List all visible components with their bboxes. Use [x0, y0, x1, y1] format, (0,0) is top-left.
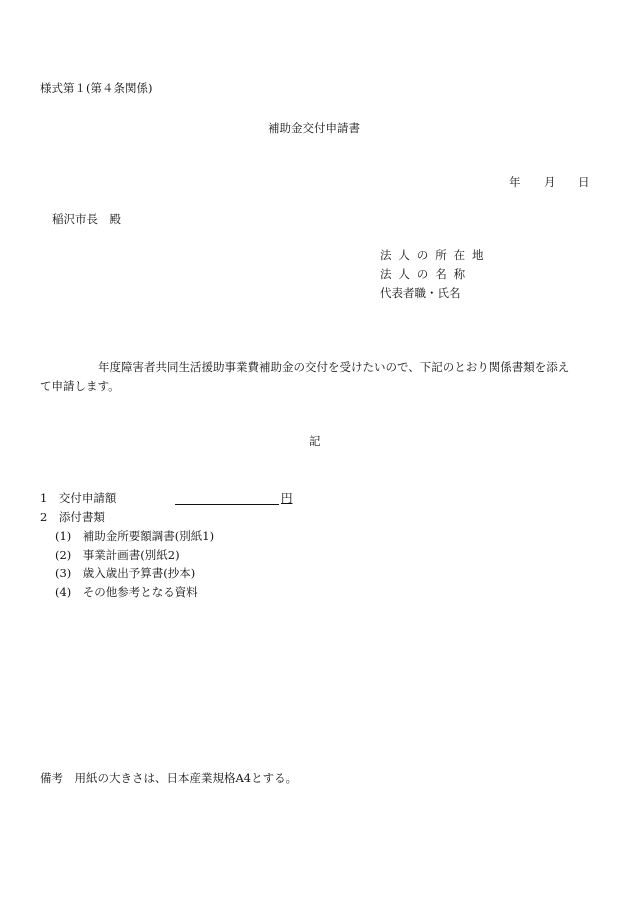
doc-item: (4) その他参考となる資料	[55, 585, 198, 599]
addressee: 稲沢市長 殿	[52, 212, 121, 226]
amount-field	[175, 491, 293, 505]
date-month-label: 月	[544, 175, 556, 189]
amount-blank-line	[175, 492, 279, 505]
item2-label: 2 添付書類	[40, 510, 105, 524]
document-title: 補助金交付申請書	[268, 121, 360, 135]
applicant-name-label: 法人の名称	[380, 267, 472, 281]
date-day-label: 日	[578, 175, 590, 189]
doc-item: (3) 歳入歳出予算書(抄本)	[55, 566, 196, 580]
amount-unit: 円	[281, 491, 293, 505]
remark: 備考 用紙の大きさは、日本産業規格A4とする。	[40, 771, 298, 785]
representative-label: 代表者職・氏名	[380, 286, 461, 300]
form-number: 様式第１(第４条関係)	[40, 81, 153, 95]
doc-item: (2) 事業計画書(別紙2)	[55, 548, 180, 562]
applicant-address-label: 法人の所在地	[380, 248, 491, 262]
date-year-label: 年	[509, 175, 521, 189]
body-text-line1: 年度障害者共同生活援助事業費補助金の交付を受けたいので、下記のとおり関係書類を添え	[98, 360, 570, 374]
body-text-line2: て申請します。	[40, 379, 120, 393]
ki-heading: 記	[309, 434, 321, 448]
doc-item: (1) 補助金所要額調書(別紙1)	[55, 529, 215, 543]
item1-label: 1 交付申請額	[40, 491, 117, 505]
